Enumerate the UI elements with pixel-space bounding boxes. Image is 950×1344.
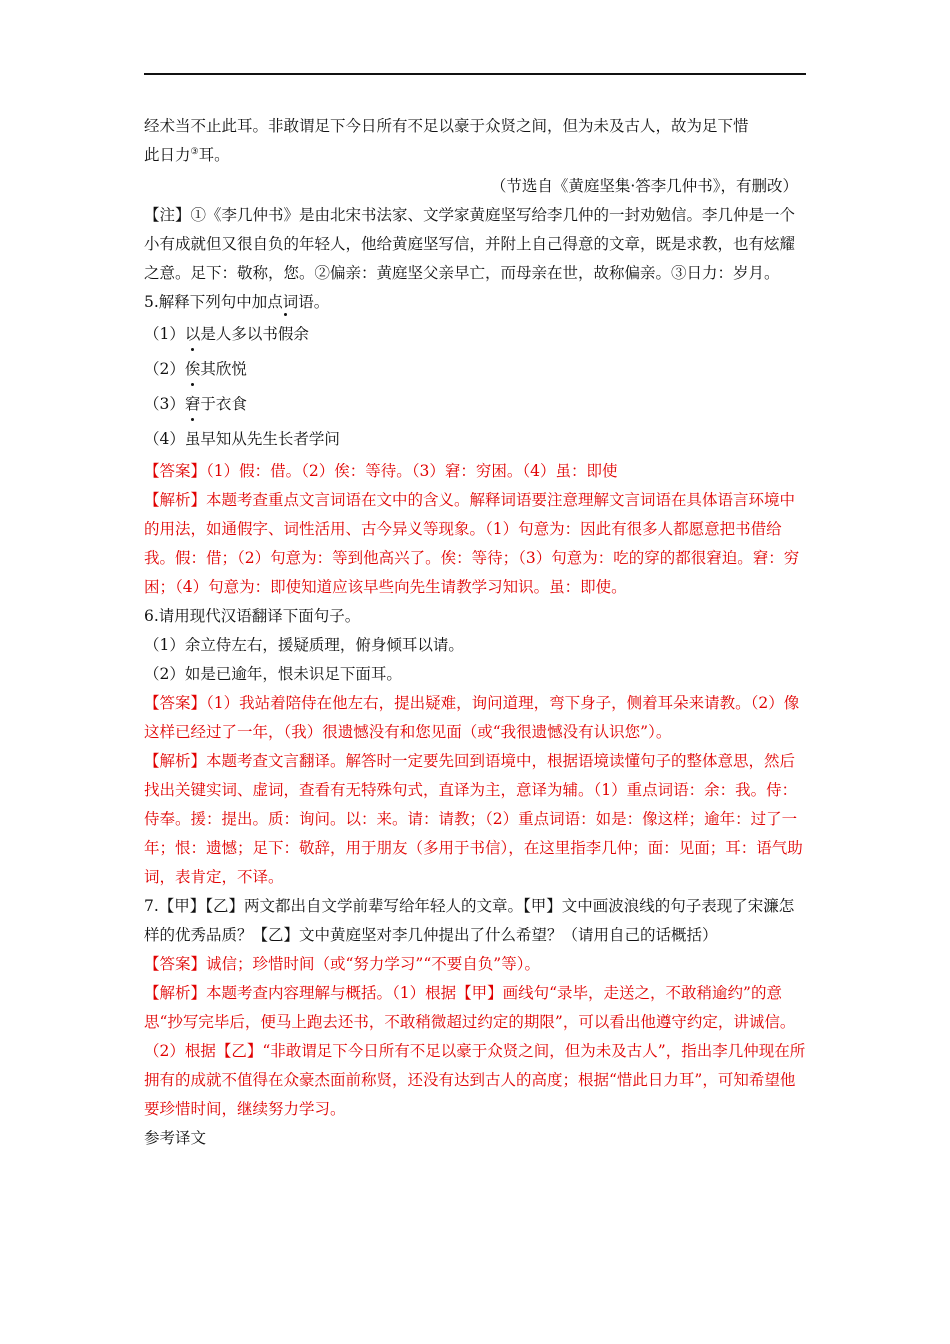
dotted-word: 窘	[185, 387, 201, 422]
question-5-item: （1）以是人多以书假余	[144, 317, 806, 352]
question-5-item: （2）俟其欣悦	[144, 352, 806, 387]
question-6-title: 6.请用现代汉语翻译下面句子。	[144, 607, 361, 625]
dotted-word: 假	[278, 317, 294, 352]
answer-5: 【答案】（1）假：借。（2）俟：等待。（3）窘：穷困。（4）虽：即使	[144, 462, 618, 480]
document-page	[144, 112, 806, 1153]
annotation-note: 【注】①《李几仲书》是由北宋书法家、文学家黄庭坚写给李几仲的一封劝勉信。李几仲是一个小有成就但又很自负的年轻人，他给黄庭坚写信，并附上自己得意的文章，既是求教，也有炫耀之意。足下：敬称，您。②偏亲：黄庭坚父亲早亡，而母亲在世，故称偏亲。③日力：岁月。	[144, 206, 796, 282]
analysis-6: 【解析】本题考查文言翻译。解答时一定要先回到语境中，根据语境读懂句子的整体意思，然后找出关键实词、虚词，查看有无特殊句式，直译为主，意译为辅。（1）重点词语：余：我。侍：侍奉。援：提出。质：询问。以：来。请：请教；（2）重点词语：如是：像这样；逾年：过了一年；恨：遗憾；足下：敬辞，用于朋友（多用于书信），在这里指李几仲；面：见面；耳：语气助词，表肯定，不译。	[144, 752, 803, 886]
question-5-item: （4）虽早知从先生长者学问	[144, 422, 806, 457]
passage-line: 经术当不止此耳。非敢谓足下今日所有不足以豪于众贤之间，但为未及古人，故为足下惜	[144, 117, 749, 135]
answer-6: 【答案】（1）我站着陪侍在他左右，提出疑难，询问道理，弯下身子，侧着耳朵来请教。（2）像这样已经过了一年，（我）很遗憾没有和您见面（或“我很遗憾没有认识您”）。	[144, 694, 800, 741]
dotted-word: 虽	[185, 422, 201, 457]
question-6-item: （2）如是已逾年，恨未识足下面耳。	[144, 665, 402, 683]
question-5-title: 5.解释下列句中加点词语。	[144, 293, 330, 311]
dotted-word: 俟	[185, 352, 201, 387]
question-7-title: 7.【甲】【乙】两文都出自文学前辈写给年轻人的文章。【甲】文中画波浪线的句子表现了宋濂怎样的优秀品质？【乙】文中黄庭坚对李几仲提出了什么希望？（请用自己的话概括）	[144, 897, 795, 944]
analysis-5: 【解析】本题考查重点文言词语在文中的含义。解释词语要注意理解文言词语在具体语言环境中的用法，如通假字、词性活用、古今异义等现象。（1）句意为：因此有很多人都愿意把书借给我。假：借；（2）句意为：等到他高兴了。俟：等待；（3）句意为：吃的穿的都很窘迫。窘：穷困；（4）句意为：即使知道应该早些向先生请教学习知识。虽：即使。	[144, 491, 800, 596]
question-5-item: （3）窘于衣食	[144, 387, 806, 422]
passage-line: 此日力③耳。	[144, 146, 230, 164]
reference-translation-heading: 参考译文	[144, 1129, 207, 1147]
answer-7: 【答案】诚信；珍惜时间（或“努力学习”“不要自负”等）。	[144, 955, 540, 973]
question-6-item: （1）余立侍左右，援疑质理，俯身倾耳以请。	[144, 636, 464, 654]
footnote-marker: ③	[190, 146, 199, 157]
analysis-7: 【解析】本题考查内容理解与概括。（1）根据【甲】画线句“录毕，走送之，不敢稍逾约”的意思“抄写完毕后，便马上跑去还书，不敢稍微超过约定的期限”，可以看出他遵守约定，讲诚信。（2）根据【乙】“非敢谓足下今日所有不足以豪于众贤之间，但为未及古人”，指出李几仲现在所拥有的成就不值得在众豪杰面前称贤，还没有达到古人的高度；根据“惜此日力耳”，可知希望他要珍惜时间，继续努力学习。	[144, 984, 806, 1118]
source-citation: （节选自《黄庭坚集·答李几仲书》，有删改）	[490, 177, 798, 195]
header-rule	[144, 73, 806, 75]
